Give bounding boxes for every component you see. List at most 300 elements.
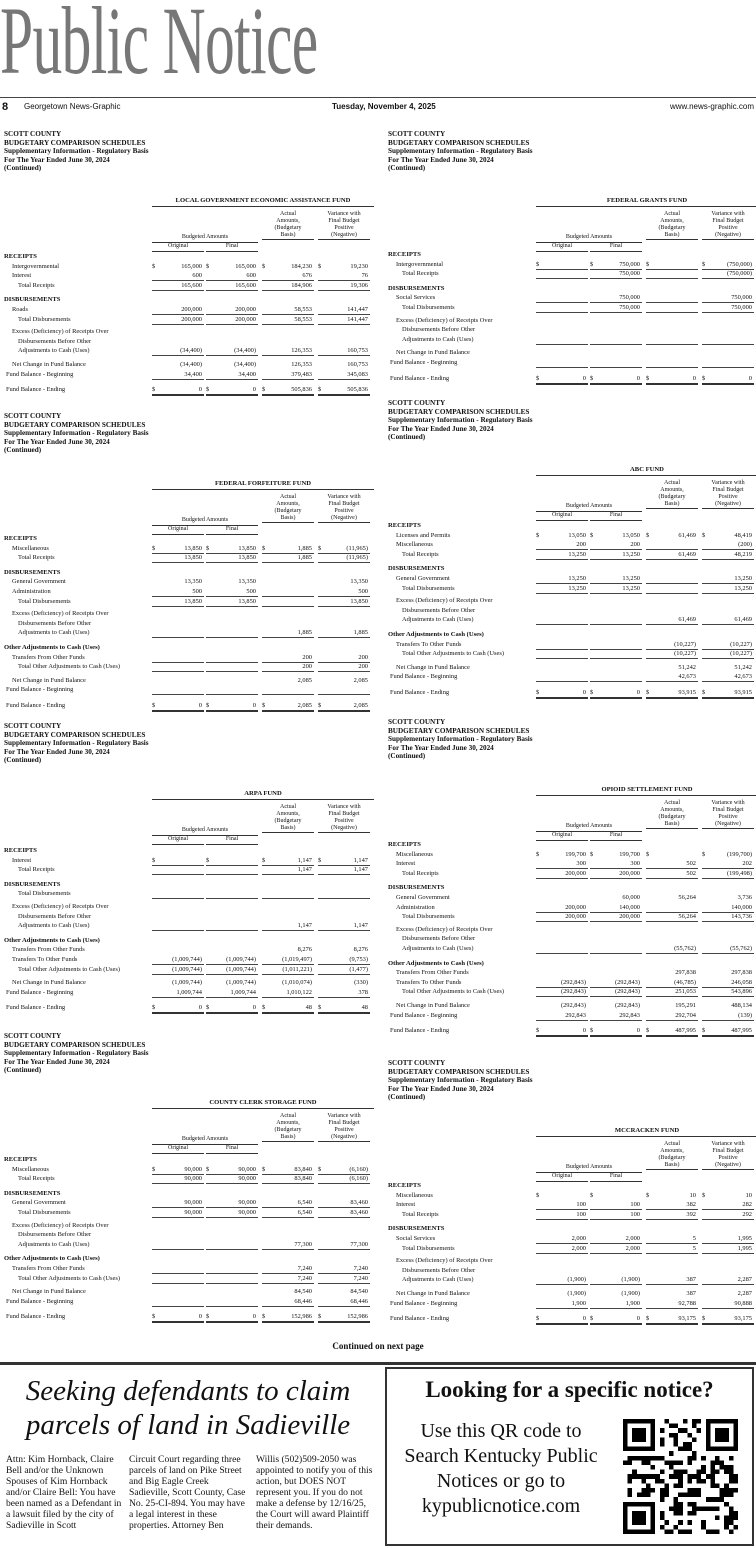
cell-value: 200,000 — [565, 869, 586, 877]
dollar-sign: $ — [206, 1004, 210, 1012]
qr-code-icon[interactable] — [623, 1419, 738, 1534]
row-label: Net Change in Fund Balance — [396, 1290, 470, 1297]
cell-value: 200 — [358, 653, 368, 661]
head-line: Amounts, — [660, 1148, 684, 1154]
underline — [536, 383, 588, 385]
budgeted-amounts-head: Budgeted Amounts — [152, 1135, 258, 1145]
underline — [262, 324, 314, 325]
folio-line — [0, 99, 756, 115]
final-column-head: Final — [206, 242, 258, 252]
paper-website[interactable]: www.news-graphic.com — [669, 102, 754, 111]
cell-value: (34,400) — [180, 361, 202, 368]
underline — [206, 710, 258, 712]
row-label: Miscellaneous — [396, 850, 433, 858]
qr-notice-box — [385, 1367, 754, 1546]
underline — [152, 694, 204, 695]
underline — [702, 344, 754, 345]
underline — [646, 593, 698, 594]
underline — [590, 1219, 642, 1220]
cell-value: 0 — [636, 689, 640, 696]
row-label: Adjustments to Cash (Uses) — [402, 616, 474, 624]
row-label: Net Change in Fund Balance — [396, 1002, 470, 1009]
row-label: Other Adjustments to Cash (Uses) — [388, 631, 484, 638]
cell-value: 0 — [252, 702, 256, 709]
row-label: Miscellaneous — [12, 544, 49, 552]
cell-value: 488,134 — [731, 1002, 752, 1009]
cell-value: 56,264 — [678, 913, 696, 921]
cell-value: 90,000 — [184, 1165, 202, 1173]
cell-value: 93,915 — [678, 689, 696, 696]
cell-value: 13,050 — [622, 531, 640, 539]
underline — [206, 1249, 258, 1250]
cell-value: (292,843) — [614, 978, 640, 986]
header-line: BUDGETARY COMPARISON SCHEDULES — [4, 1040, 146, 1049]
underline — [702, 312, 754, 313]
dollar-sign: $ — [590, 260, 594, 268]
header-line: SCOTT COUNTY — [4, 722, 62, 730]
cell-value: 61,469 — [734, 616, 752, 624]
cell-value: (1,009,744) — [172, 965, 202, 973]
table-row — [388, 1234, 752, 1243]
header-line: Supplementary Information - Regulatory Basis — [388, 735, 533, 744]
underline — [536, 312, 588, 313]
cell-value: (34,400) — [180, 347, 202, 355]
table-row — [388, 303, 752, 312]
cell-value: 200 — [302, 663, 312, 671]
cell-value: 202 — [742, 860, 752, 868]
variance-column-head — [702, 800, 754, 829]
cell-value: 500 — [358, 588, 368, 595]
dollar-sign: $ — [702, 531, 706, 539]
dollar-sign: $ — [206, 1165, 210, 1173]
cell-value: 246,058 — [731, 978, 752, 986]
table-row — [388, 521, 752, 530]
notice-column-3: Willis (502)509-2050 was appointed to notify you of this action, but DOES NOT represent you. If you do not make a defense by 12/16/25, the Court will award Plaintiff their demands. — [256, 1454, 373, 1531]
table-row — [4, 305, 368, 314]
table-row — [4, 609, 360, 618]
cell-value: 90,000 — [238, 1175, 256, 1183]
row-label: DISBURSEMENTS — [4, 1189, 61, 1197]
underline — [206, 874, 258, 875]
table-row — [4, 262, 368, 271]
head-line: (Budgetary — [274, 1127, 302, 1133]
row-label: DISBURSEMENTS — [388, 565, 445, 573]
underline — [536, 1323, 588, 1325]
header-line: (Continued) — [4, 164, 42, 173]
cell-value: 200 — [630, 541, 640, 549]
head-line: (Budgetary — [658, 814, 686, 820]
row-label: Total Other Adjustments to Cash (Uses) — [402, 988, 504, 996]
cell-value: 200,000 — [181, 306, 202, 313]
cell-value: 292,843 — [565, 1011, 586, 1019]
table-row — [4, 577, 368, 586]
table-row — [4, 271, 368, 280]
underline — [152, 1283, 204, 1284]
row-label: Transfers To Other Funds — [396, 640, 462, 648]
dollar-sign: $ — [702, 689, 706, 696]
cell-value: 8,276 — [353, 946, 368, 954]
variance-column-head — [318, 1113, 370, 1142]
underline — [702, 1308, 754, 1309]
cell-value: (55,762) — [730, 945, 752, 952]
row-label: Net Change in Fund Balance — [396, 349, 470, 357]
cell-value: (750,000) — [726, 260, 752, 268]
header-line: Supplementary Information - Regulatory Basis — [4, 739, 149, 748]
row-label: Fund Balance - Beginning — [6, 1297, 74, 1305]
table-row — [388, 1200, 752, 1209]
table-row — [4, 865, 368, 874]
row-label: Administration — [396, 903, 435, 911]
head-line: (Negative) — [715, 821, 741, 827]
cell-value: 13,850 — [184, 554, 202, 562]
row-label: Other Adjustments to Cash (Uses) — [4, 1255, 100, 1263]
cell-value: 676 — [302, 272, 312, 280]
underline — [646, 658, 698, 659]
header-line: BUDGETARY COMPARISON SCHEDULES — [4, 420, 146, 429]
cell-value: 1,885 — [297, 544, 312, 552]
cell-value: 83,840 — [294, 1175, 312, 1183]
cell-value: 200,000 — [235, 315, 256, 323]
variance-column-head — [702, 480, 754, 509]
cell-value: 251,053 — [675, 988, 696, 996]
row-label: DISBURSEMENTS — [388, 884, 445, 892]
cell-value: 68,446 — [294, 1297, 312, 1305]
head-line: (Budgetary — [274, 508, 302, 514]
cell-value: 51,242 — [734, 663, 752, 671]
actual-column-head — [262, 211, 314, 240]
table-row — [4, 912, 360, 921]
dollar-sign: $ — [702, 260, 706, 268]
table-row — [4, 568, 360, 577]
final-column-head: Final — [590, 242, 642, 252]
table-row — [4, 965, 368, 974]
dollar-sign: $ — [590, 689, 594, 696]
row-label: Other Adjustments to Cash (Uses) — [388, 959, 484, 967]
underline — [536, 1253, 588, 1254]
row-label: Total Other Adjustments to Cash (Uses) — [402, 650, 504, 658]
head-line: Variance with — [327, 494, 361, 500]
notice-column-1: Attn: Kim Hornback, Claire Bell and/or the Unknown Spouses of Kim Hornback and/or Claire Bell: You have been named as a Defendant in a lawsuit filed by the city of Sadieville in Scott — [6, 1454, 122, 1531]
row-label: Net Change in Fund Balance — [12, 676, 86, 684]
row-label: Fund Balance - Ending — [6, 1004, 66, 1012]
underline — [152, 394, 204, 396]
underline — [536, 681, 588, 682]
dollar-sign: $ — [702, 1191, 706, 1199]
cell-value: 200,000 — [619, 869, 640, 877]
table-row — [4, 544, 368, 553]
cell-value: (11,965) — [346, 554, 368, 562]
cell-value: 3,736 — [737, 894, 752, 901]
table-row — [4, 597, 368, 606]
dollar-sign: $ — [318, 386, 322, 394]
cell-value: (292,843) — [614, 1002, 640, 1009]
underline — [590, 953, 642, 954]
table-row — [388, 1210, 752, 1219]
cell-value: (330) — [354, 979, 368, 987]
defendant-notice — [0, 1370, 378, 1546]
table-row — [388, 688, 752, 697]
row-label: Total Disbursements — [18, 890, 71, 898]
underline — [590, 559, 642, 560]
cell-value: 200,000 — [565, 913, 586, 921]
cell-value: 143,736 — [731, 913, 752, 921]
underline — [536, 878, 588, 879]
header-line: Supplementary Information - Regulatory Basis — [4, 429, 149, 438]
cell-value: 199,700 — [565, 850, 586, 858]
cell-value: 152,986 — [347, 1313, 368, 1321]
cell-value: 2,000 — [571, 1244, 586, 1252]
cell-value: 7,240 — [297, 1265, 312, 1272]
underline — [318, 606, 370, 607]
head-line: Final Budget — [328, 811, 360, 817]
underline — [152, 974, 204, 975]
row-label: Other Adjustments to Cash (Uses) — [4, 644, 100, 651]
underline — [318, 637, 370, 638]
cell-value: 13,850 — [238, 597, 256, 605]
head-line: Final Budget — [712, 218, 744, 224]
cell-value: 84,540 — [294, 1288, 312, 1296]
cell-value: 200 — [576, 541, 586, 549]
head-line: Final Budget — [328, 501, 360, 507]
underline — [262, 1249, 314, 1250]
dollar-sign: $ — [536, 850, 540, 858]
budgeted-amounts-head: Budgeted Amounts — [152, 826, 258, 836]
row-label: General Government — [396, 894, 450, 901]
underline — [318, 355, 370, 356]
cell-value: 2,085 — [353, 702, 368, 709]
cell-value: 500 — [192, 588, 202, 595]
underline — [702, 559, 754, 560]
row-label: Transfers From Other Funds — [12, 946, 85, 954]
masthead — [0, 0, 756, 98]
underline — [536, 1284, 588, 1285]
underline — [262, 694, 314, 695]
row-label: Transfers From Other Funds — [12, 653, 85, 661]
table-row — [388, 596, 752, 605]
cell-value: 13,250 — [622, 550, 640, 558]
underline — [318, 379, 370, 380]
underline — [262, 1321, 314, 1323]
table-row — [4, 846, 360, 855]
underline — [590, 312, 642, 313]
cell-value: (34,400) — [234, 361, 256, 368]
head-line: Variance with — [711, 480, 745, 486]
underline — [152, 1249, 204, 1250]
notice-headline: Seeking defendants to claim parcels of land in Sadieville — [25, 1375, 351, 1441]
underline — [262, 355, 314, 356]
cell-value: (10,227) — [730, 650, 752, 658]
cell-value: 42,673 — [678, 673, 696, 681]
head-line: Variance with — [711, 211, 745, 217]
cell-value: (1,009,744) — [226, 979, 256, 987]
cell-value: (10,227) — [674, 650, 696, 658]
table-row — [388, 293, 752, 302]
underline — [590, 921, 642, 922]
cell-value: 0 — [252, 386, 256, 394]
table-row — [388, 1011, 752, 1020]
row-label: Social Services — [396, 294, 436, 302]
cell-value: 1,900 — [571, 1299, 586, 1307]
cell-value: 34,400 — [238, 370, 256, 378]
cell-value: 2,085 — [297, 702, 312, 709]
table-row — [388, 348, 752, 357]
underline — [702, 383, 754, 385]
header-line: SCOTT COUNTY — [388, 1059, 446, 1067]
cell-value: 1,147 — [353, 922, 368, 930]
table-row — [388, 672, 752, 681]
cell-value: (6,160) — [349, 1165, 368, 1173]
underline — [262, 394, 314, 396]
header-line: Supplementary Information - Regulatory Basis — [388, 416, 533, 425]
underline — [206, 355, 258, 356]
cell-value: (1,900) — [621, 1290, 640, 1297]
cell-value: 2,000 — [625, 1244, 640, 1252]
table-row — [4, 252, 360, 261]
underline — [536, 658, 588, 659]
row-label: Disbursements Before Other — [402, 326, 476, 334]
underline — [646, 1035, 698, 1037]
table-row — [388, 1314, 752, 1323]
table-row — [388, 850, 752, 859]
cell-value: 750,000 — [619, 304, 640, 311]
row-label: Excess (Deficiency) of Receipts Over — [12, 328, 109, 336]
row-label: Intergovernmental — [396, 260, 444, 268]
underline — [702, 1035, 754, 1037]
cell-value: 165,600 — [181, 281, 202, 289]
cell-value: 543,896 — [731, 988, 752, 996]
head-line: Actual — [280, 1113, 296, 1119]
underline — [318, 671, 370, 672]
underline — [590, 593, 642, 594]
underline — [590, 681, 642, 682]
cell-value: 0 — [198, 386, 202, 394]
cell-value: 93,175 — [734, 1315, 752, 1323]
underline — [590, 878, 642, 879]
schedule-header — [388, 130, 648, 173]
table-row — [4, 676, 368, 685]
underline — [318, 562, 370, 563]
underline — [646, 681, 698, 682]
cell-value: 140,000 — [619, 903, 640, 911]
underline — [318, 694, 370, 695]
table-row — [4, 1230, 360, 1239]
row-label: Excess (Deficiency) of Receipts Over — [12, 903, 109, 910]
table-row — [4, 978, 368, 987]
underline — [536, 624, 588, 625]
cell-value: 13,250 — [568, 575, 586, 582]
dollar-sign: $ — [262, 702, 266, 709]
underline — [590, 344, 642, 345]
row-label: Excess (Deficiency) of Receipts Over — [396, 316, 493, 324]
underline — [152, 1217, 204, 1218]
dollar-sign: $ — [590, 1315, 594, 1323]
head-line: Final Budget — [712, 487, 744, 493]
table-row — [388, 316, 752, 325]
table-row — [4, 936, 360, 945]
table-row — [4, 902, 360, 911]
variance-column-head — [318, 804, 370, 833]
underline — [646, 1308, 698, 1309]
cell-value: 750,000 — [619, 270, 640, 278]
table-row — [388, 325, 752, 334]
dollar-sign: $ — [318, 702, 322, 709]
dollar-sign: $ — [646, 689, 650, 696]
dollar-sign: $ — [262, 1313, 266, 1321]
schedule-header — [4, 1032, 264, 1075]
table-row — [4, 1287, 368, 1296]
table-row — [388, 968, 752, 977]
cell-value: 34,400 — [184, 370, 202, 378]
underline — [646, 1020, 698, 1021]
underline — [702, 1284, 754, 1285]
table-row — [388, 269, 752, 278]
cell-value: 750,000 — [619, 294, 640, 302]
underline — [590, 996, 642, 997]
cell-value: (292,843) — [560, 978, 586, 986]
table-row — [4, 921, 368, 930]
cell-value: 160,753 — [347, 361, 368, 368]
cell-value: 100 — [630, 1201, 640, 1209]
row-label: Net Change in Fund Balance — [396, 663, 470, 671]
table-row — [4, 880, 360, 889]
header-line: For The Year Ended June 30, 2024 — [388, 155, 494, 164]
row-label: Interest — [396, 860, 416, 868]
dollar-sign: $ — [702, 1027, 706, 1035]
cell-value: 7,240 — [353, 1265, 368, 1272]
cell-value: (139) — [738, 1011, 752, 1019]
underline — [536, 996, 588, 997]
cell-value: 13,850 — [238, 554, 256, 562]
actual-column-head — [646, 480, 698, 509]
row-label: Interest — [396, 1201, 416, 1209]
cell-value: (199,700) — [726, 850, 752, 858]
header-line: Supplementary Information - Regulatory Basis — [388, 147, 533, 156]
underline — [702, 658, 754, 659]
header-line: BUDGETARY COMPARISON SCHEDULES — [388, 1067, 530, 1076]
table-row — [388, 1244, 752, 1253]
dollar-sign: $ — [646, 374, 650, 382]
cell-value: 345,083 — [347, 370, 368, 378]
cell-value: (1,009,744) — [172, 956, 202, 963]
head-line: Variance with — [327, 211, 361, 217]
row-label: Adjustments to Cash (Uses) — [18, 347, 90, 355]
original-column-head: Original — [536, 1172, 588, 1182]
table-row — [388, 840, 752, 849]
table-row — [4, 1264, 368, 1273]
underline — [152, 671, 204, 672]
underline — [590, 1020, 642, 1021]
row-label: RECEIPTS — [388, 522, 421, 529]
cell-value: 165,600 — [235, 281, 256, 289]
underline — [206, 1283, 258, 1284]
cell-value: (1,009,744) — [226, 965, 256, 973]
head-line: Actual — [280, 211, 296, 217]
original-column-head: Original — [152, 835, 204, 845]
cell-value: 13,250 — [734, 584, 752, 592]
table-row — [388, 358, 752, 367]
dollar-sign: $ — [206, 544, 210, 552]
actual-column-head — [262, 804, 314, 833]
underline — [702, 878, 754, 879]
head-line: Variance with — [327, 804, 361, 810]
cell-value: 292,704 — [675, 1011, 696, 1019]
row-label: Total Receipts — [18, 281, 55, 289]
cell-value: 126,353 — [291, 347, 312, 355]
head-line: Positive — [718, 814, 738, 820]
final-column-head: Final — [590, 831, 642, 841]
header-line: (Continued) — [388, 752, 426, 761]
cell-value: 1,995 — [737, 1235, 752, 1242]
